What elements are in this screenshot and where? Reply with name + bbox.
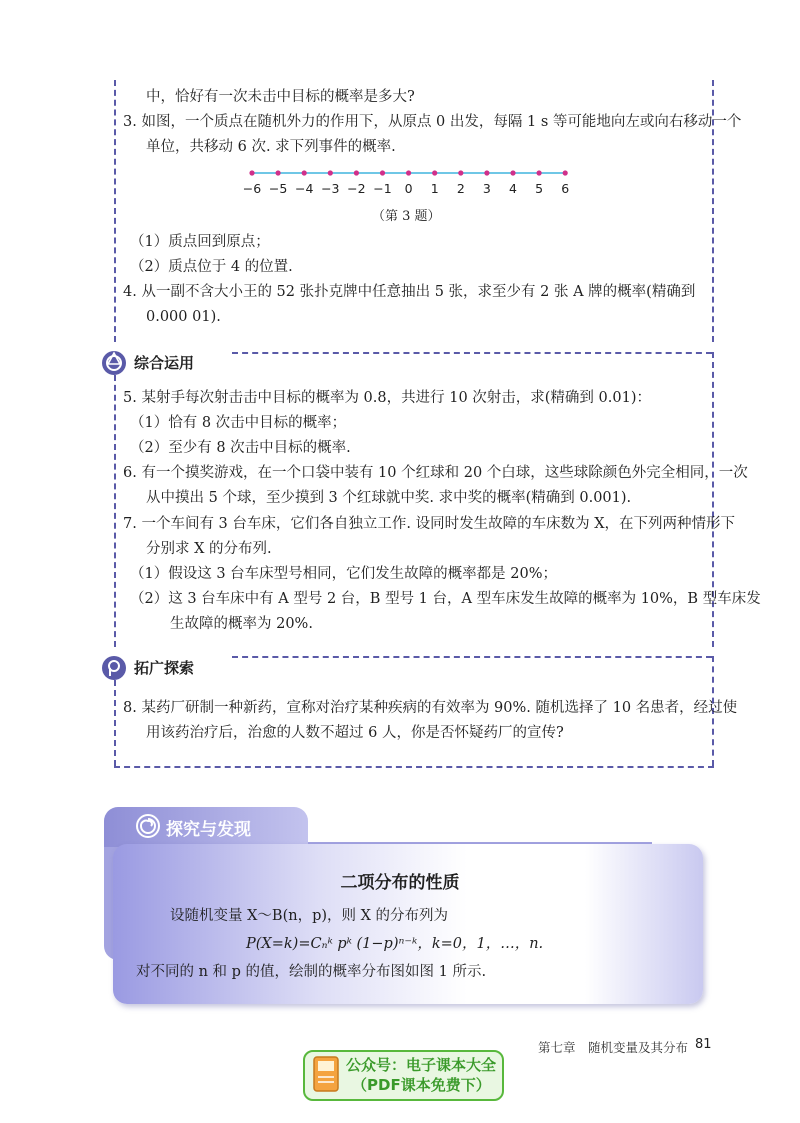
exercise-7-part-1: （1）假设这 3 台车床型号相同，它们发生故障的概率都是 20%；	[130, 566, 558, 582]
explore-tab-title: 探究与发现	[166, 820, 251, 840]
number-line-dot	[406, 170, 411, 175]
number-line-figure	[230, 160, 590, 200]
chapter-footer: 第七章 随机变量及其分布	[538, 1040, 689, 1055]
number-line-tick-label: −2	[347, 181, 366, 196]
apply-section-title: 综合运用	[134, 354, 195, 372]
number-line-tick-label: −5	[268, 181, 288, 196]
exercise-2-continuation: 中，恰好有一次未击中目标的概率是多大?	[146, 89, 415, 105]
exercise-5-part-2: （2）至少有 8 次击中目标的概率.	[130, 440, 351, 456]
exercise-4-line-1: 4. 从一副不含大小王的 52 张扑克牌中任意抽出 5 张，求至少有 2 张 A 牌的概率(精确到	[123, 284, 696, 300]
number-line-dot	[354, 170, 359, 175]
exercise-5-line-1: 5. 某射手每次射击击中目标的概率为 0.8，共进行 10 次射击，求(精确到 0.01)：	[123, 390, 651, 406]
number-line-tick-label: 2	[456, 181, 465, 196]
exercise-3-part-1: （1）质点回到原点；	[130, 234, 270, 250]
exercise-6-line-2: 从中摸出 5 个球，至少摸到 3 个红球就中奖. 求中奖的概率(精确到 0.001).	[146, 490, 632, 506]
frame-left-bottom	[114, 680, 116, 766]
exercise-7-line-2: 分别求 X 的分布列.	[146, 541, 272, 557]
number-line-tick-label: −3	[321, 181, 340, 196]
exercise-7-part-2-line-2: 生故障的概率为 20%.	[170, 616, 313, 632]
exercise-3-part-2: （2）质点位于 4 的位置.	[130, 259, 293, 275]
exercise-4-line-2: 0.000 01).	[146, 309, 221, 325]
extend-section-icon	[100, 654, 128, 682]
number-line-dot	[432, 170, 437, 175]
exercise-6-line-1: 6. 有一个摸奖游戏，在一个口袋中装有 10 个红球和 20 个白球，这些球除颜色外完全相同，一次	[123, 465, 748, 481]
number-line-dot	[563, 170, 568, 175]
book-icon	[312, 1055, 340, 1093]
number-line-dot	[380, 170, 385, 175]
page-number: 81	[695, 1037, 712, 1052]
number-line-dot	[537, 170, 542, 175]
watermark-line-2: （PDF课本免费下）	[352, 1076, 491, 1094]
card-line-1: 设随机变量 X～B(n，p)，则 X 的分布列为	[170, 908, 449, 924]
number-line-dot	[249, 170, 254, 175]
exercise-5-part-1: （1）恰有 8 次击中目标的概率；	[130, 415, 347, 431]
number-line-dot	[458, 170, 463, 175]
number-line-dot	[276, 170, 281, 175]
frame-bottom	[114, 766, 714, 768]
exercise-8-line-1: 8. 某药厂研制一种新药，宣称对治疗某种疾病的有效率为 90%. 随机选择了 10 名患者，经过使	[123, 700, 738, 716]
number-line-dot	[302, 170, 307, 175]
watermark-line-1: 公众号：电子课本大全	[346, 1056, 497, 1074]
number-line-dot	[484, 170, 489, 175]
frame-left-top	[114, 80, 116, 342]
exercise-7-line-1: 7. 一个车间有 3 台车床，它们各自独立工作. 设同时发生故障的车床数为 X，在下列两种情形下	[123, 516, 736, 532]
card-title: 二项分布的性质	[340, 873, 460, 893]
number-line-dot	[510, 170, 515, 175]
extend-section-title: 拓广探索	[134, 659, 195, 677]
number-line-tick-label: −6	[242, 181, 262, 196]
number-line-dot	[328, 170, 333, 175]
number-line-tick-label: 3	[482, 181, 491, 196]
frame-left-mid	[114, 375, 116, 647]
exercise-3-line-2: 单位，共移动 6 次. 求下列事件的概率.	[146, 139, 396, 155]
number-line-tick-label: −1	[373, 181, 392, 196]
spiral-icon	[136, 814, 160, 838]
figure-caption: （第 3 题）	[372, 209, 441, 224]
card-formula: P(X=k)=Cₙᵏ pᵏ (1−p)ⁿ⁻ᵏ，k=0，1，…，n.	[246, 936, 544, 952]
exercise-3-line-1: 3. 如图，一个质点在随机外力的作用下，从原点 0 出发，每隔 1 s 等可能地向左或向右移动一个	[123, 114, 742, 130]
number-line-tick-label: −4	[294, 181, 314, 196]
frame-apply-top	[232, 352, 712, 354]
frame-extend-top	[232, 656, 712, 658]
number-line-tick-label: 1	[430, 181, 439, 196]
number-line-tick-label: 4	[509, 181, 517, 196]
exercise-7-part-2-line-1: （2）这 3 台车床中有 A 型号 2 台，B 型号 1 台，A 型车床发生故障的概率为 10%，B 型车床发	[130, 591, 761, 607]
card-line-3: 对不同的 n 和 p 的值，绘制的概率分布图如图 1 所示.	[136, 964, 487, 980]
exercise-8-line-2: 用该药治疗后，治愈的人数不超过 6 人，你是否怀疑药厂的宣传?	[146, 725, 564, 741]
number-line-tick-label: 6	[561, 181, 570, 196]
apply-section-icon	[100, 349, 128, 377]
number-line-tick-label: 0	[404, 181, 413, 196]
number-line-tick-label: 5	[535, 181, 544, 196]
